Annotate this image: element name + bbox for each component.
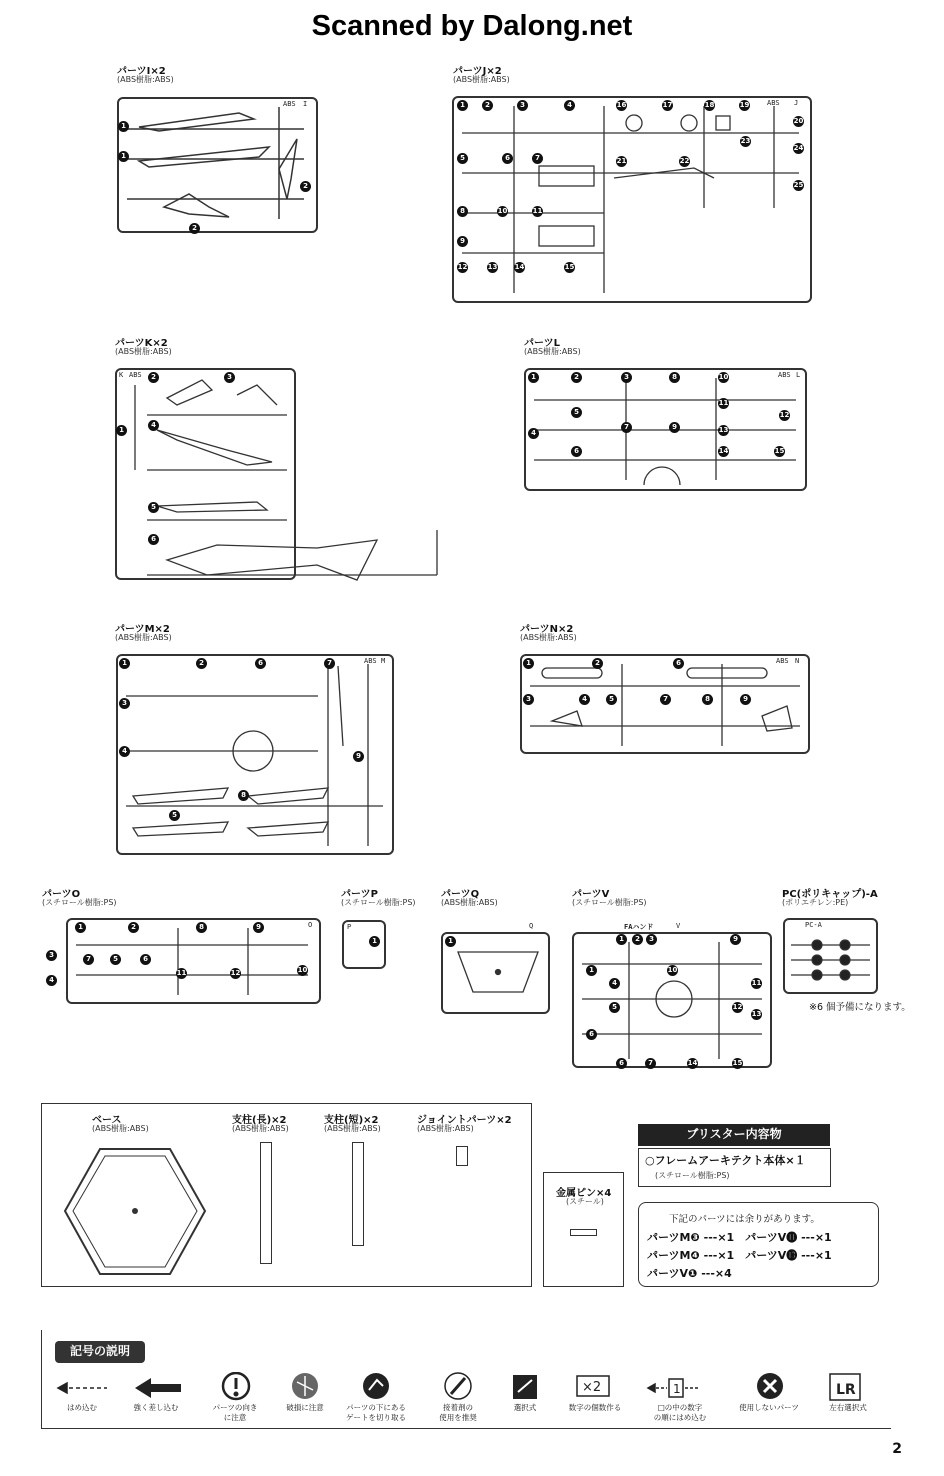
part-number: 6 [148, 534, 159, 545]
symbol-label: 破損に注意 [286, 1403, 324, 1412]
runner-l-drawing [526, 370, 805, 489]
part-number: 5 [571, 407, 582, 418]
x2-icon [577, 1376, 609, 1396]
part-number: 6 [616, 1058, 627, 1069]
parts-j-label: パーツJ×2 [453, 66, 502, 77]
part-number: 8 [238, 790, 249, 801]
part-number: 1 [616, 934, 627, 945]
spares-row: パーツM❸ ---×1 パーツV⓫ ---×1 [647, 1231, 832, 1244]
base-material: (ABS樹脂:ABS) [92, 1124, 149, 1133]
part-number: 13 [751, 1010, 762, 1018]
part-number: 6 [140, 954, 151, 965]
part-number: 4 [46, 975, 57, 986]
joint-material: (ABS樹脂:ABS) [417, 1124, 474, 1133]
parts-q-material: (ABS樹脂:ABS) [441, 898, 498, 907]
part-number: 9 [253, 922, 264, 933]
runner-v-hand-tag: FAハンド [624, 923, 654, 931]
spares-title: 下記のパーツには余りがあります。 [669, 1214, 820, 1225]
spares-row: パーツM❹ ---×1 パーツV⓭ ---×1 [647, 1249, 832, 1262]
blister-item-material: (スチロール樹脂:PS) [655, 1171, 730, 1180]
svg-text:×2: ×2 [582, 1380, 602, 1395]
part-number: 3 [119, 698, 130, 709]
part-number: 12 [732, 1003, 743, 1011]
pillar-short-label: 支柱(短)×2 [324, 1115, 379, 1126]
part-number: 6 [571, 446, 582, 457]
symbol-label: 数字の個数作る [568, 1403, 622, 1412]
joint-label: ジョイントパーツ×2 [417, 1115, 512, 1126]
runner-j [452, 96, 812, 303]
part-number: 17 [662, 101, 673, 109]
pin-drawing [570, 1229, 597, 1236]
part-number: 6 [255, 658, 266, 669]
part-number: 8 [669, 372, 680, 383]
unused-icon [757, 1373, 783, 1399]
runner-l [524, 368, 807, 491]
part-number: 7 [621, 422, 632, 433]
part-number: 9 [730, 934, 741, 945]
runner-j-tag: ABS [767, 99, 780, 107]
runner-n-letter: N [795, 657, 800, 665]
part-number: 4 [148, 420, 159, 431]
part-number: 1 [457, 100, 468, 111]
part-number: 1 [528, 372, 539, 383]
runner-n [520, 654, 810, 754]
parts-v-label: パーツV [572, 889, 610, 900]
part-number: 4 [609, 978, 620, 989]
part-number: 1 [445, 936, 456, 947]
gate-cut-icon [363, 1373, 389, 1399]
parts-o-material: (スチロール樹脂:PS) [42, 898, 117, 907]
broken-part-icon [292, 1373, 318, 1399]
page-number: 2 [892, 1441, 902, 1457]
part-number: 14 [514, 263, 525, 271]
part-number: 11 [751, 979, 762, 987]
pc-spare-note: ※6 個予備になります。 [809, 1002, 911, 1013]
part-number: 9 [353, 751, 364, 762]
part-number: 6 [586, 1029, 597, 1040]
part-number: 1 [119, 658, 130, 669]
part-number: 5 [457, 153, 468, 164]
part-number: 7 [532, 153, 543, 164]
parts-m-material: (ABS樹脂:ABS) [115, 633, 172, 642]
runner-o-letter: O [308, 921, 313, 929]
runner-i-tag: ABS [283, 100, 296, 108]
part-number: 1 [116, 425, 127, 436]
part-number: 7 [324, 658, 335, 669]
part-number: 14 [718, 447, 729, 455]
pin-material: (スチール) [566, 1197, 604, 1206]
part-number: 11 [718, 399, 729, 407]
part-number: 2 [128, 922, 139, 933]
part-number: 12 [779, 411, 790, 419]
runner-v [572, 922, 772, 1068]
symbol-label: 使用しないパーツ [739, 1403, 799, 1412]
part-number: 1 [523, 658, 534, 669]
part-number: 11 [532, 207, 543, 215]
part-number: 1 [369, 936, 380, 947]
parts-q-label: パーツQ [441, 889, 480, 900]
runner-k-letter: K [119, 371, 124, 379]
pillar-long-drawing [260, 1142, 272, 1264]
part-number: 4 [528, 428, 539, 439]
blister-item: ○フレームアーキテクト本体×１ [645, 1154, 806, 1167]
runner-pc-letter: PC-A [805, 921, 822, 929]
part-number: 1 [118, 121, 129, 132]
dashed-arrow-icon [58, 1383, 107, 1393]
runner-m-tag: ABS [364, 657, 377, 665]
parts-n-label: パーツN×2 [520, 624, 574, 635]
part-number: 13 [718, 426, 729, 434]
runner-k-tag: ABS [129, 371, 142, 379]
base-label: ベース [92, 1115, 122, 1126]
bold-arrow-icon [135, 1378, 181, 1398]
part-number: 22 [679, 157, 690, 165]
part-number: 6 [502, 153, 513, 164]
runner-j-letter: J [794, 99, 799, 107]
runner-q-drawing [443, 934, 548, 1012]
parts-i-label: パーツI×2 [117, 66, 166, 77]
parts-p-material: (スチロール樹脂:PS) [341, 898, 416, 907]
pin-box [543, 1172, 624, 1287]
runner-l-tag: ABS [778, 371, 791, 379]
runner-k-drawing [117, 370, 447, 585]
part-number: 25 [793, 181, 804, 189]
part-number: 12 [457, 263, 468, 271]
part-number: 11 [176, 969, 187, 977]
runner-l-letter: L [796, 371, 801, 379]
pin-label: 金属ピン×4 [556, 1188, 612, 1199]
watermark-title: Scanned by Dalong.net [311, 10, 633, 42]
blister-title: ブリスター内容物 [638, 1124, 830, 1146]
part-number: 5 [148, 502, 159, 513]
part-number: 15 [774, 447, 785, 455]
symbol-label: パーツの下にある ゲートを切り取る [346, 1403, 406, 1422]
pillar-short-material: (ABS樹脂:ABS) [324, 1124, 381, 1133]
part-number: 3 [46, 950, 57, 961]
parts-pc-material: (ポリエチレン:PE) [782, 898, 849, 907]
part-number: 4 [119, 746, 130, 757]
part-number: 5 [110, 954, 121, 965]
part-number: 2 [571, 372, 582, 383]
part-number: 13 [487, 263, 498, 271]
runner-pc [783, 918, 878, 994]
parts-m-label: パーツM×2 [115, 624, 170, 635]
part-number: 15 [564, 263, 575, 271]
runner-k [115, 368, 296, 580]
part-number: 4 [564, 100, 575, 111]
symbols-icons [55, 1372, 895, 1406]
parts-i-material: (ABS樹脂:ABS) [117, 75, 174, 84]
part-number: 10 [297, 966, 308, 974]
part-number: 6 [673, 658, 684, 669]
parts-l-label: パーツL [524, 338, 560, 349]
part-number: 21 [616, 157, 627, 165]
part-number: 9 [457, 236, 468, 247]
runner-m [116, 654, 394, 855]
part-number: 20 [793, 117, 804, 125]
part-number: 3 [621, 372, 632, 383]
parts-p-label: パーツP [341, 889, 378, 900]
symbol-label: 強く差し込む [133, 1403, 179, 1412]
part-number: 2 [482, 100, 493, 111]
part-number: 2 [632, 934, 643, 945]
runner-q-letter: Q [529, 922, 534, 930]
pillar-long-material: (ABS樹脂:ABS) [232, 1124, 289, 1133]
part-number: 16 [616, 101, 627, 109]
part-number: 18 [704, 101, 715, 109]
runner-v-letter: V [676, 922, 681, 930]
svg-text:1: 1 [673, 1382, 681, 1396]
spares-row: パーツV❶ ---×4 [647, 1267, 732, 1280]
runner-o [49, 918, 321, 1004]
spares-box [638, 1202, 879, 1287]
symbol-label: 選択式 [513, 1403, 537, 1412]
parts-n-material: (ABS樹脂:ABS) [520, 633, 577, 642]
joint-drawing [456, 1146, 468, 1166]
glue-icon [445, 1373, 471, 1399]
parts-j-material: (ABS樹脂:ABS) [453, 75, 510, 84]
part-number: 3 [224, 372, 235, 383]
lr-icon [830, 1374, 860, 1400]
svg-text:LR: LR [836, 1382, 856, 1398]
symbol-label: パーツの向き に注意 [212, 1403, 258, 1422]
choice-icon [513, 1375, 537, 1399]
part-number: 10 [667, 966, 678, 974]
part-number: 23 [740, 137, 751, 145]
parts-v-material: (スチロール樹脂:PS) [572, 898, 647, 907]
part-number: 15 [732, 1059, 743, 1067]
symbol-label: はめ込む [67, 1403, 97, 1412]
pillar-short-drawing [352, 1142, 364, 1246]
part-number: 12 [230, 969, 241, 977]
part-number: 9 [669, 422, 680, 433]
part-number: 10 [718, 373, 729, 381]
part-number: 3 [523, 694, 534, 705]
runner-i-drawing [119, 99, 316, 231]
part-number: 10 [497, 207, 508, 215]
runner-p-letter: P [347, 923, 352, 931]
runner-i-letter: I [303, 100, 308, 108]
part-number: 14 [687, 1059, 698, 1067]
parts-l-material: (ABS樹脂:ABS) [524, 347, 581, 356]
part-number: 3 [517, 100, 528, 111]
stand-box [41, 1103, 532, 1287]
runner-n-tag: ABS [776, 657, 789, 665]
runner-m-drawing [118, 656, 392, 853]
runner-o-drawing [68, 920, 319, 1002]
part-number: 7 [83, 954, 94, 965]
symbol-label: 接着剤の 使用を推奨 [439, 1403, 477, 1422]
symbol-label: □の中の数字 の順にはめ込む [653, 1403, 707, 1422]
parts-k-label: パーツK×2 [115, 338, 168, 349]
part-number: 4 [579, 694, 590, 705]
parts-o-label: パーツO [42, 889, 81, 900]
part-number: 1 [75, 922, 86, 933]
base-hexagon [60, 1144, 210, 1279]
part-number: 2 [592, 658, 603, 669]
runner-i [117, 97, 318, 233]
part-number: 24 [793, 144, 804, 152]
part-number: 7 [660, 694, 671, 705]
part-number: 9 [740, 694, 751, 705]
runner-m-letter: M [381, 657, 386, 665]
part-number: 8 [702, 694, 713, 705]
part-number: 8 [196, 922, 207, 933]
part-number: 8 [457, 206, 468, 217]
pillar-long-label: 支柱(長)×2 [232, 1115, 287, 1126]
part-number: 2 [189, 223, 200, 234]
runner-j-drawing [454, 98, 810, 301]
parts-pc-label: PC(ポリキャップ)-A [782, 889, 878, 900]
part-number: 2 [300, 181, 311, 192]
part-number: 1 [118, 151, 129, 162]
part-number: 2 [148, 372, 159, 383]
part-number: 5 [609, 1002, 620, 1013]
exclamation-icon [223, 1373, 249, 1399]
symbols-title: 記号の説明 [55, 1341, 145, 1363]
part-number: 5 [606, 694, 617, 705]
part-number: 19 [739, 101, 750, 109]
runner-p [342, 920, 386, 969]
blister-box [638, 1148, 831, 1187]
order-icon [648, 1379, 699, 1397]
runner-v-drawing [574, 934, 770, 1066]
parts-k-material: (ABS樹脂:ABS) [115, 347, 172, 356]
part-number: 7 [645, 1058, 656, 1069]
runner-pc-drawing [785, 920, 876, 992]
runner-q [441, 922, 550, 1014]
part-number: 3 [646, 934, 657, 945]
symbol-label: 左右選択式 [829, 1403, 867, 1412]
part-number: 2 [196, 658, 207, 669]
part-number: 1 [586, 965, 597, 976]
part-number: 5 [169, 810, 180, 821]
